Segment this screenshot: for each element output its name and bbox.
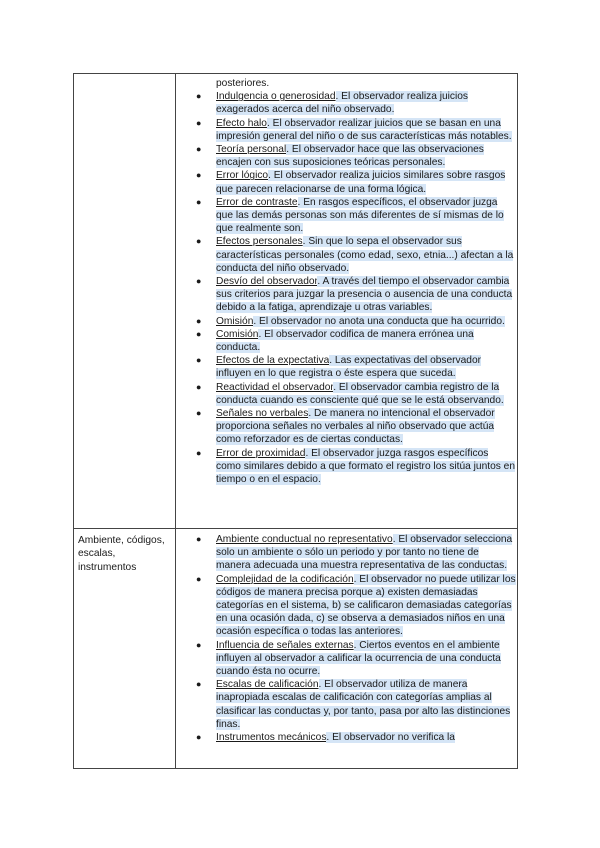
list-item <box>184 275 516 315</box>
column-divider <box>175 74 176 768</box>
error-description: . El observador no verifica la <box>326 732 455 744</box>
error-description: . El observador hace que las observaciones encajen con sus suposiciones teóricas personales. <box>216 144 484 169</box>
list-item <box>184 196 516 236</box>
error-term: Efectos personales <box>216 236 303 248</box>
error-term: Ambiente conductual no representativo <box>216 534 393 545</box>
error-description: . Sin que lo sepa el observador sus características personales (como edad, sexo, etnia...) afectan a la conducta del niño observado. <box>216 236 514 274</box>
error-term: Error de contraste <box>216 196 298 208</box>
error-term: Efecto halo <box>216 117 267 129</box>
error-description: . El observador realizar juicios que se basan en una impresión general del niño o de sus características más notables. <box>216 117 512 142</box>
list-item <box>184 678 516 731</box>
list-item <box>184 731 516 744</box>
bullet-icon: ● <box>196 170 202 181</box>
error-description: . El observador codifica de manera errónea una conducta. <box>216 328 474 354</box>
list-item <box>184 117 516 143</box>
bullet-icon: ● <box>196 534 202 544</box>
bullet-icon: ● <box>196 679 202 690</box>
error-description: . En rasgos específicos, el observador juzga que las demás personas son más diferentes de sí mismas de lo que realmente son. <box>216 196 504 235</box>
error-description: . A través del tiempo el observador cambia sus criterios para juzgar la presencia o ausencia de una conducta debido a la fatiga, aprendizaje u otras variables. <box>216 276 513 314</box>
error-description: . El observador selecciona solo un ambiente o sólo un periodo y por tanto no tiene de manera adecuada una muestra representativa de las conductas. <box>216 534 513 572</box>
bullet-icon: ● <box>196 408 202 419</box>
bullet-icon: ● <box>196 144 202 155</box>
bullet-icon: ● <box>196 381 202 392</box>
error-term: Instrumentos mecánicos <box>216 732 327 744</box>
error-term: Error de proximidad <box>216 447 306 459</box>
error-description: . El observador realiza juicios similares sobre rasgos que parecen relacionarse de una forma lógica. <box>216 170 506 195</box>
bullet-icon: ● <box>196 573 202 584</box>
error-description: . De manera no intencional el observador proporciona señales no verbales al niño observado que actúa como reforzador es de ciertas conductas. <box>216 408 495 446</box>
list-item <box>184 354 516 380</box>
list-item <box>184 235 516 275</box>
error-term: Comisión <box>216 328 259 340</box>
bullet-icon: ● <box>196 196 202 207</box>
list-item <box>184 447 516 487</box>
bullet-icon: ● <box>196 639 202 650</box>
error-term: Reactividad el observador <box>216 381 334 393</box>
error-term: Omisión <box>216 315 254 327</box>
bullet-icon: ● <box>196 328 202 339</box>
error-term: Error lógico <box>216 170 269 182</box>
list-item <box>184 407 516 447</box>
error-term: Influencia de señales externas <box>216 639 354 651</box>
error-term: Complejidad de la codificación <box>216 573 354 585</box>
row2-category-label: Ambiente, códigos, escalas, instrumentos <box>78 535 165 573</box>
list-item <box>184 639 516 679</box>
bullet-icon: ● <box>196 236 202 247</box>
list-item <box>184 533 516 573</box>
row1-content-cell <box>184 77 516 486</box>
bullet-icon: ● <box>196 355 202 366</box>
row1-error-list <box>184 90 516 486</box>
list-item <box>184 143 516 169</box>
error-term: Teoría personal <box>216 144 287 156</box>
bullet-icon: ● <box>196 91 202 102</box>
list-item <box>184 381 516 407</box>
error-description: . El observador juzga rasgos específicos como similares debido a que formato el registro los sitúa juntos en tiempo o en el espacio. <box>216 447 515 486</box>
error-description: . Ciertos eventos en el ambiente influyen al observador a calificar la ocurrencia de una conducta cuando ésta no ocurre. <box>216 639 501 678</box>
bullet-icon: ● <box>196 117 202 128</box>
error-description: . El observador no anota una conducta que ha ocurrido. <box>253 315 505 327</box>
error-term: Señales no verbales <box>216 408 309 420</box>
row2-error-list <box>184 533 516 744</box>
error-term: Efectos de la expectativa <box>216 355 330 367</box>
list-item <box>184 573 516 639</box>
error-description: . El observador cambia registro de la conducta cuando es consciente qué que se le está observando. <box>216 381 504 406</box>
error-description: . El observador no puede utilizar los códigos de manera precisa porque a) existen demasiadas categorías en el sistema, b) se calificaron demasiadas categorías en una ocasión dada, c) se observa a demasiados niños en una ocasión específica o todas las anteriores. <box>216 573 516 638</box>
bullet-icon: ● <box>196 732 202 743</box>
list-item <box>184 328 516 354</box>
row2-content-cell <box>184 533 516 744</box>
error-description: . El observador realiza juicios exagerados acerca del niño observado. <box>216 91 469 116</box>
bullet-icon: ● <box>196 276 202 287</box>
error-description: . Las expectativas del observador influyen en lo que registra o éste espera que suceda. <box>216 355 482 380</box>
error-term: Desvío del observador <box>216 276 318 288</box>
error-description: . El observador utiliza de manera inapropiada escalas de calificación con categorías amplias al clasificar las conductas y, por tanto, pasa por alto las distinciones finas. <box>216 679 511 730</box>
bullet-icon: ● <box>196 315 202 326</box>
error-term: Escalas de calificación <box>216 679 319 691</box>
bullet-icon: ● <box>196 447 202 458</box>
error-term: Indulgencia o generosidad <box>216 91 336 103</box>
list-item <box>184 169 516 195</box>
continuation-text: posteriores. <box>216 78 270 89</box>
list-item <box>184 315 516 328</box>
observation-errors-table <box>73 73 518 769</box>
row-divider <box>74 528 517 529</box>
list-item <box>184 90 516 116</box>
